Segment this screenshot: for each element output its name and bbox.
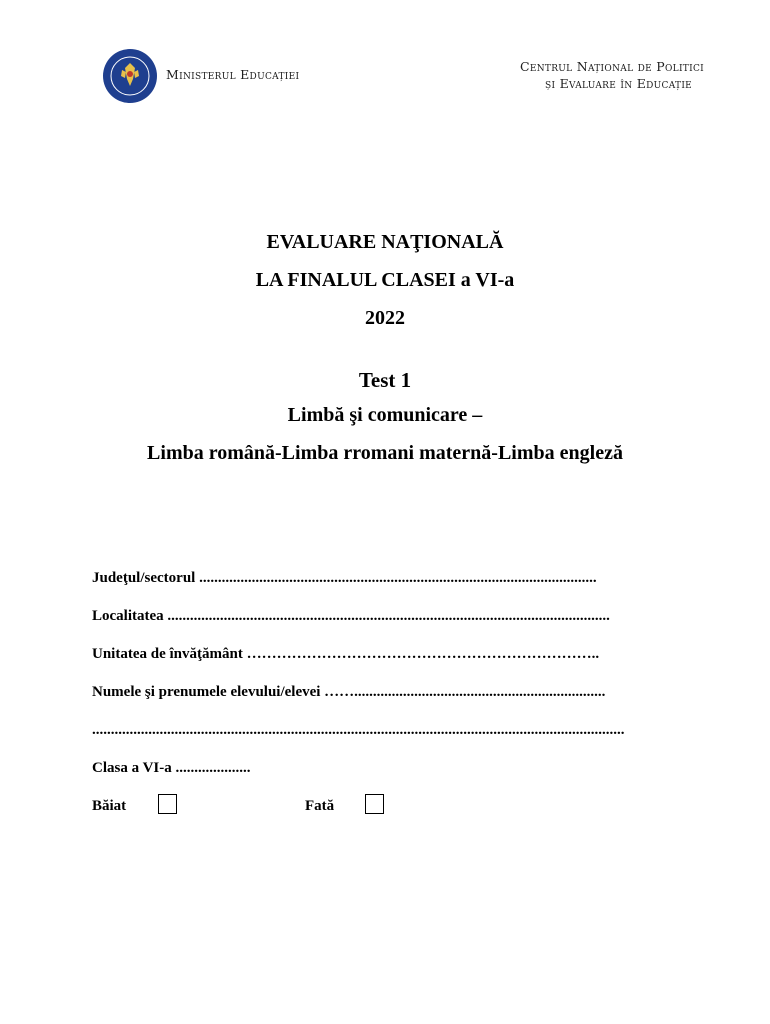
clasa-field[interactable]: Clasa a VI-a .................... (92, 760, 251, 776)
title-line-2: LA FINALUL CLASEI a VI-a (255, 269, 515, 291)
nume-field[interactable]: Numele şi prenumele elevului/elevei ……................................................................... (92, 684, 606, 700)
student-form (92, 566, 702, 834)
government-seal-logo (102, 48, 158, 104)
fata-checkbox[interactable] (365, 794, 384, 814)
test-heading (0, 366, 770, 477)
subject-line-2: Limba română-Limba rromani maternă-Limba engleză (147, 442, 623, 464)
exam-title (0, 228, 770, 342)
test-name: Test 1 (358, 368, 412, 392)
ministry-name: Ministerul Educației (166, 67, 300, 82)
nume-continuation-field[interactable]: .............................................................................................................................................. (92, 722, 625, 738)
centru-line-2: și Evaluare în Educație (544, 76, 693, 91)
baiat-checkbox[interactable] (158, 794, 177, 814)
gender-selection (92, 794, 702, 834)
centru-line-1: Centrul Național de Politici (519, 59, 704, 74)
judet-field[interactable]: Judeţul/sectorul .......................................................................................................... (92, 570, 597, 586)
centru-name (520, 58, 704, 92)
localitate-field[interactable]: Localitatea ...................................................................................................................... (92, 608, 610, 624)
fata-label: Fată (305, 798, 335, 814)
document-header (0, 46, 770, 106)
unitate-field[interactable]: Unitatea de învăţământ …………………………………………………………….. (92, 646, 600, 662)
title-year: 2022 (365, 307, 405, 329)
title-line-1: EVALUARE NAŢIONALĂ (266, 231, 504, 253)
subject-line-1: Limbă şi comunicare – (287, 404, 483, 426)
baiat-label: Băiat (92, 798, 127, 814)
